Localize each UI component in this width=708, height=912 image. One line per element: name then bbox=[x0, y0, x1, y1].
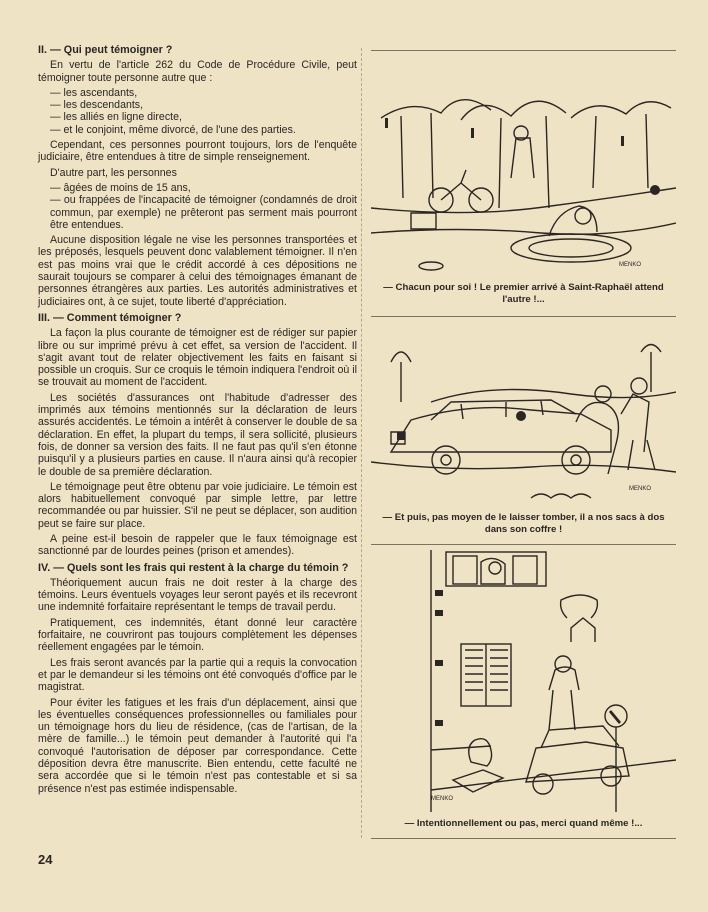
cartoon-panel-2 bbox=[371, 322, 676, 512]
list-item: — les ascendants, bbox=[50, 86, 138, 99]
paragraph: Pratiquement, ces indemnités, étant donné leur caractère forfaitaire, ne couvriront pas toujours complètement les dépenses réellement engagées par le témoin. bbox=[38, 616, 357, 654]
page-number: 24 bbox=[38, 852, 53, 867]
list-item: — les alliés en ligne directe, bbox=[50, 111, 182, 124]
section-heading-costs: IV. — Quels sont les frais qui restent à la charge du témoin ? bbox=[38, 561, 349, 574]
paragraph: D'autre part, les personnes bbox=[50, 166, 177, 179]
column-divider bbox=[361, 48, 362, 838]
paragraph: Cependant, ces personnes pourront toujours, lors de l'enquête judiciaire, être entendues à titre de simple renseignement. bbox=[38, 139, 357, 164]
paragraph: En vertu de l'article 262 du Code de Procédure Civile, peut témoigner toute personne autre que : bbox=[38, 59, 357, 84]
rule-line bbox=[371, 544, 676, 545]
artist-signature: MENKO bbox=[619, 262, 642, 268]
list-item: — les descendants, bbox=[50, 99, 144, 112]
paragraph: A peine est-il besoin de rappeler que le faux témoignage est sanctionné par de lourdes peines (prison et amendes). bbox=[38, 532, 357, 558]
list-item: — ou frappées de l'incapacité de témoigner (condamnés de droit commun, par exemple) ne prêteront pas serment mais pourront être entendues. bbox=[50, 194, 357, 231]
cartoon-car-hitchhikers bbox=[371, 322, 676, 512]
caption-1: — Chacun pour soi ! Le premier arrivé à Saint-Raphaël attend l'autre !... bbox=[383, 282, 664, 305]
paragraph: La façon la plus courante de témoigner est de rédiger sur papier libre ou sur imprimé prévu à cet effet, sa version de l'accident. Il s'agit avant tout de relater objectivement les faits en faisant si possible un croquis. Sur ce croquis le témoin indiquera l'endroit où il se trouvait au moment de l'accident. bbox=[38, 327, 357, 389]
paragraph: Le témoignage peut être obtenu par voie judiciaire. Le témoin est alors habituellement convoqué par simple lettre, par lettre recommandée ou par huissier. S'il ne peut se déplacer, son audition peut se faire sur place. bbox=[38, 480, 357, 530]
paragraph: Aucune disposition légale ne vise les personnes transportées et les préposés, lesquels peuvent donc valablement témoigner. Il n'en est pas moins vrai que le crédit accordé à ces dépositions ne saurait toujours se comparer à celui des témoignages émanant de personnes étrangères aux parties. Les autorités administratives et judiciaires ont, à ce sujet, toute liberté d'appréciation. bbox=[38, 234, 357, 308]
paragraph: Les frais seront avancés par la partie qui a requis la convocation et par le demandeur si les témoins ont été convoqués d'office par le magistrat. bbox=[38, 656, 357, 694]
artist-signature: MENKO bbox=[431, 796, 454, 802]
paragraph: Théoriquement aucun frais ne doit rester à la charge des témoins. Leurs éventuels voyages leur seront payés et ils recevront une indemnité forfaitaire représentant le temps de travail perdu. bbox=[38, 576, 357, 614]
cartoon-street-scene bbox=[371, 550, 676, 812]
section-heading-who: II. — Qui peut témoigner ? bbox=[38, 44, 173, 56]
rule-line bbox=[371, 316, 676, 317]
list-item: — et le conjoint, même divorcé, de l'une des parties. bbox=[50, 123, 296, 136]
artist-signature: MENKO bbox=[629, 486, 652, 492]
cartoon-flooded-road bbox=[371, 58, 676, 278]
list-item: — âgées de moins de 15 ans, bbox=[50, 181, 191, 194]
rule-line bbox=[371, 838, 676, 839]
section-heading-how: III. — Comment témoigner ? bbox=[38, 311, 182, 324]
paragraph: Les sociétés d'assurances ont l'habitude d'adresser des imprimés aux témoins mentionnés sur la déclaration de leurs assurés accidentés. Le témoin a intérêt à conserver le double de sa déclaration. En effet, la plupart du temps, il sera sollicité, plusieurs fois, de donner sa version des faits. Il ne faut pas qu'il s'en étonne puisqu'il y a plusieurs parties en cause. Il n'aura ainsi qu'à recopier le double de sa première déclaration. bbox=[38, 391, 357, 478]
cartoon-panel-1 bbox=[371, 58, 676, 278]
cartoon-panel-3 bbox=[371, 550, 676, 812]
caption-2: — Et puis, pas moyen de le laisser tomber, il a nos sacs à dos dans son coffre ! bbox=[382, 512, 665, 535]
article-column bbox=[38, 40, 357, 798]
rule-line bbox=[371, 50, 676, 51]
caption-3: — Intentionnellement ou pas, merci quand même !... bbox=[404, 818, 643, 829]
paragraph: Pour éviter les fatigues et les frais d'un déplacement, ainsi que les éventuelles conséquences professionnelles ou familiales pour un témoignage hors du lieu de résidence, (cas de l'artisan, de la mère de famille...) le témoin peut demander à l'autorité qui l'a convoqué l'autorisation de déposer par correspondance. Cette déposition devra être manuscrite. Bien entendu, cette faculté ne sera accordée que si le témoin n'est pas contestable et si sa présence n'est pas estimée indispensable. bbox=[38, 696, 357, 795]
